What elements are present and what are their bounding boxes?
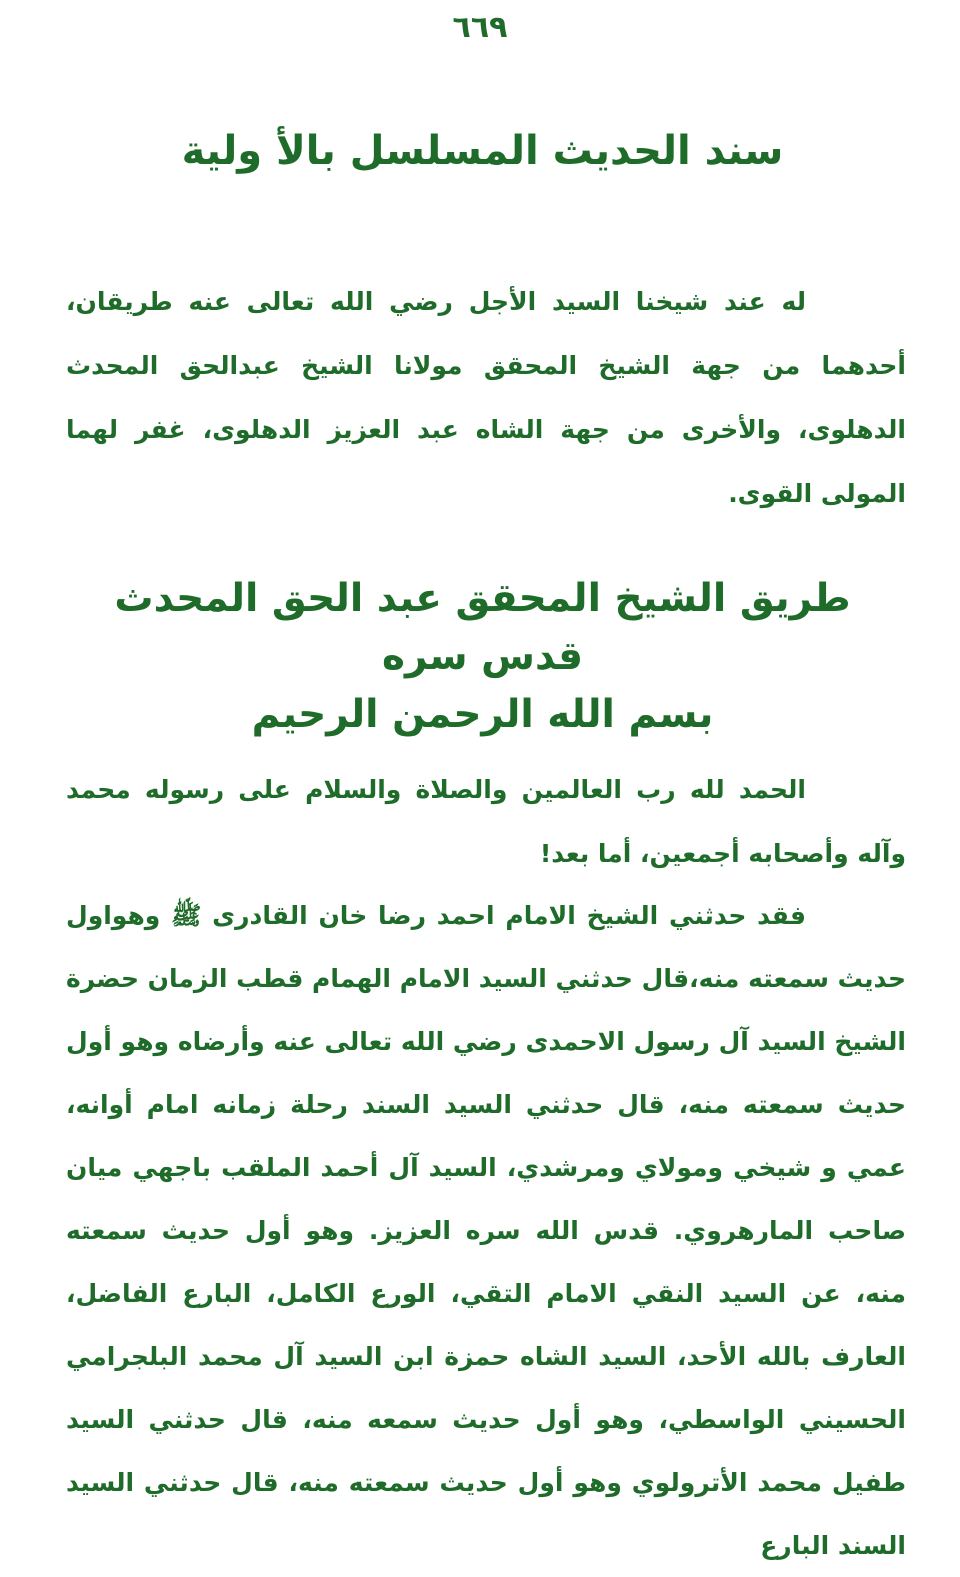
chain-paragraph: فقد حدثني الشيخ الامام احمد رضا خان القادرى ﷺ وهواول حديث سمعته منه،قال حدثني السيد الامام الهمام قطب الزمان حضرة الشيخ السيد آل رسول الاحمدى رضي الله تعالى عنه وأرضاه وهو أول حديث سمعته منه، قال حدثني السيد السند رحلة زمانه امام أوانه، عمي و شيخي ومولاي ومرشدي، السيد آل أحمد الملقب باجهي ميان صاحب المارهروي. قدس الله سره العزيز. وهو أول حديث سمعته منه، عن السيد النقي الامام التقي، الورع الكامل، البارع الفاضل، العارف بالله الأحد، السيد الشاه حمزة ابن السيد آل محمد البلجرامي الحسيني الواسطي، وهو أول حديث سمعه منه، قال حدثني السيد طفيل محمد الأترولوي وهو أول حديث سمعته منه، قال حدثني السيد السند البارع (66, 901, 906, 1560)
page-title: سند الحديث المسلسل بالأ ولية (181, 128, 784, 174)
basmala: بسم الله الرحمن الرحيم (251, 692, 714, 737)
section-heading-line1: طريق الشيخ المحقق عبد الحق المحدث قدس سره (114, 576, 851, 679)
section-heading (60, 570, 905, 744)
praise-paragraph: الحمد لله رب العالمين والصلاة والسلام على رسوله محمد وآله وأصحابه أجمعين، أما بعد! (66, 775, 906, 868)
intro-paragraph: له عند شيخنا السيد الأجل رضي الله تعالى عنه طريقان، أحدهما من جهة الشيخ المحقق مولانا الشيخ عبدالحق المحدث الدهلوى، والأخرى من جهة الشاه عبد العزيز الدهلوى، غفر لهما المولى القوى. (66, 287, 906, 508)
page-number: ٦٦٩ (452, 10, 508, 45)
